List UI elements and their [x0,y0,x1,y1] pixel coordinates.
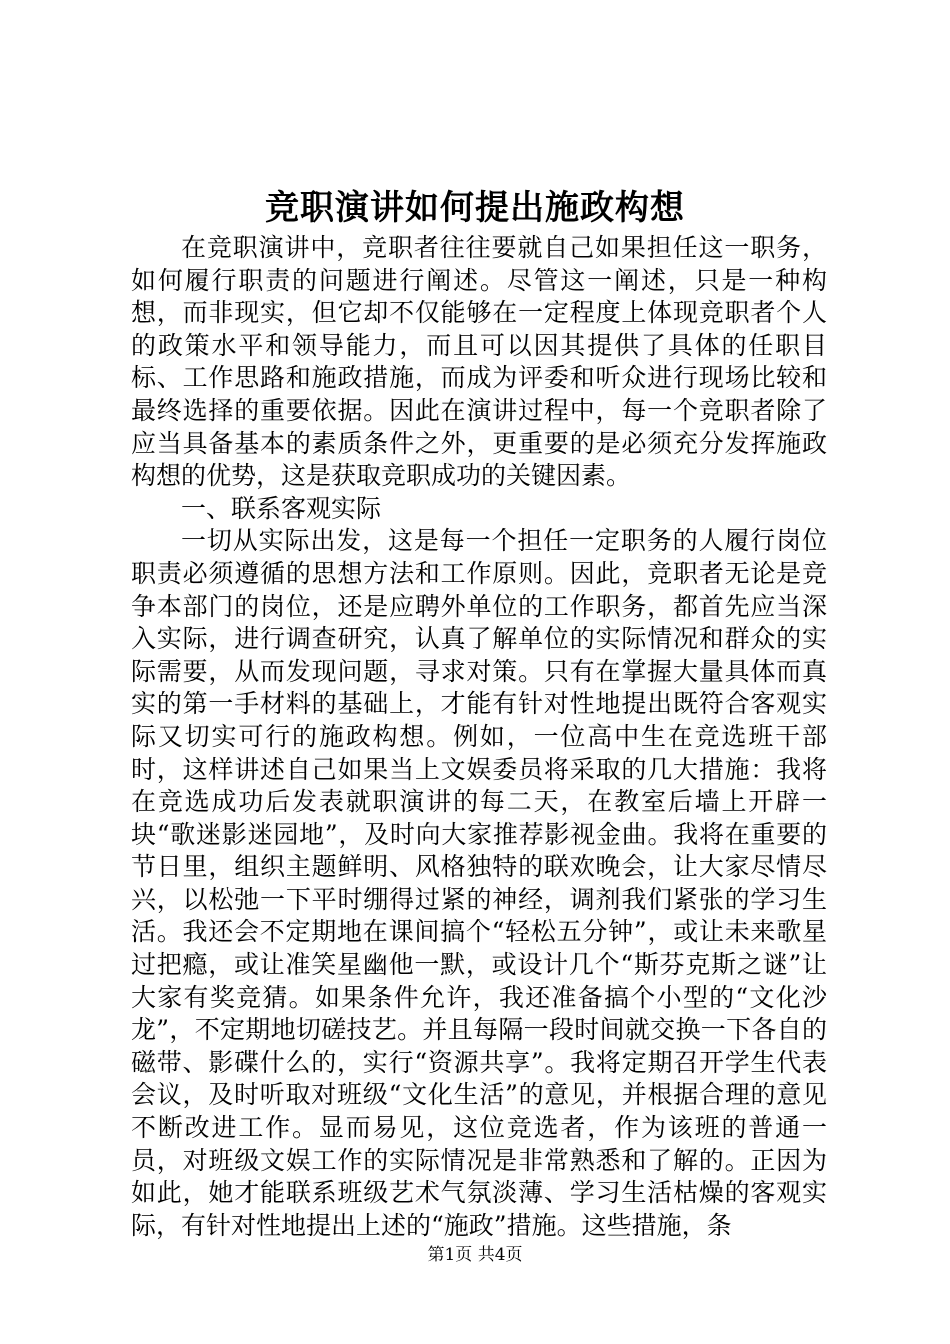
document-body [131,232,827,1242]
section-paragraph: 一切从实际出发，这是每一个担任一定职务的人履行岗位职责必须遵循的思想方法和工作原则。因此，竞职者无论是竞争本部门的岗位，还是应聘外单位的工作职务，都首先应当深入实际，进行调查研究，认真了解单位的实际情况和群众的实际需要，从而发现问题，寻求对策。只有在掌握大量具体而真实的第一手材料的基础上，才能有针对性地提出既符合客观实际又切实可行的施政构想。例如，一位高中生在竞选班干部时，这样讲述自己如果当上文娱委员将采取的几大措施：我将在竞选成功后发表就职演讲的每二天，在教室后墙上开辟一块“歌迷影迷园地”，及时向大家推荐影视金曲。我将在重要的节日里，组织主题鲜明、风格独特的联欢晚会，让大家尽情尽兴，以松弛一下平时绷得过紧的神经，调剂我们紧张的学习生活。我还会不定期地在课间搞个“轻松五分钟”，或让未来歌星过把瘾，或让准笑星幽他一默，或设计几个“斯芬克斯之谜”让大家有奖竞猜。如果条件允许，我还准备搞个小型的“文化沙龙”，不定期地切磋技艺。并且每隔一段时间就交换一下各自的磁带、影碟什么的，实行“资源共享”。我将定期召开学生代表会议，及时听取对班级“文化生活”的意见，并根据合理的意见不断改进工作。显而易见，这位竞选者，作为该班的普通一员，对班级文娱工作的实际情况是非常熟悉和了解的。正因为如此，她才能联系班级艺术气氛淡薄、学习生活枯燥的客观实际，有针对性地提出上述的“施政”措施。这些措施，条 [131,526,827,1240]
page-number-footer: 第1页 共4页 [427,1245,523,1265]
section-heading: 一、联系客观实际 [181,493,382,523]
intro-paragraph: 在竞职演讲中，竞职者往往要就自己如果担任这一职务，如何履行职责的问题进行阐述。尽管这一阐述，只是一种构想，而非现实，但它却不仅能够在一定程度上体现竞职者个人的政策水平和领导能力，而且可以因其提供了具体的任职目标、工作思路和施政措施，而成为评委和听众进行现场比较和最终选择的重要依据。因此在演讲过程中，每一个竞职者除了应当具备基本的素质条件之外，更重要的是必须充分发挥施政构想的优势，这是获取竞职成功的关键因素。 [131,233,827,491]
document-title: 竞职演讲如何提出施政构想 [265,188,685,228]
